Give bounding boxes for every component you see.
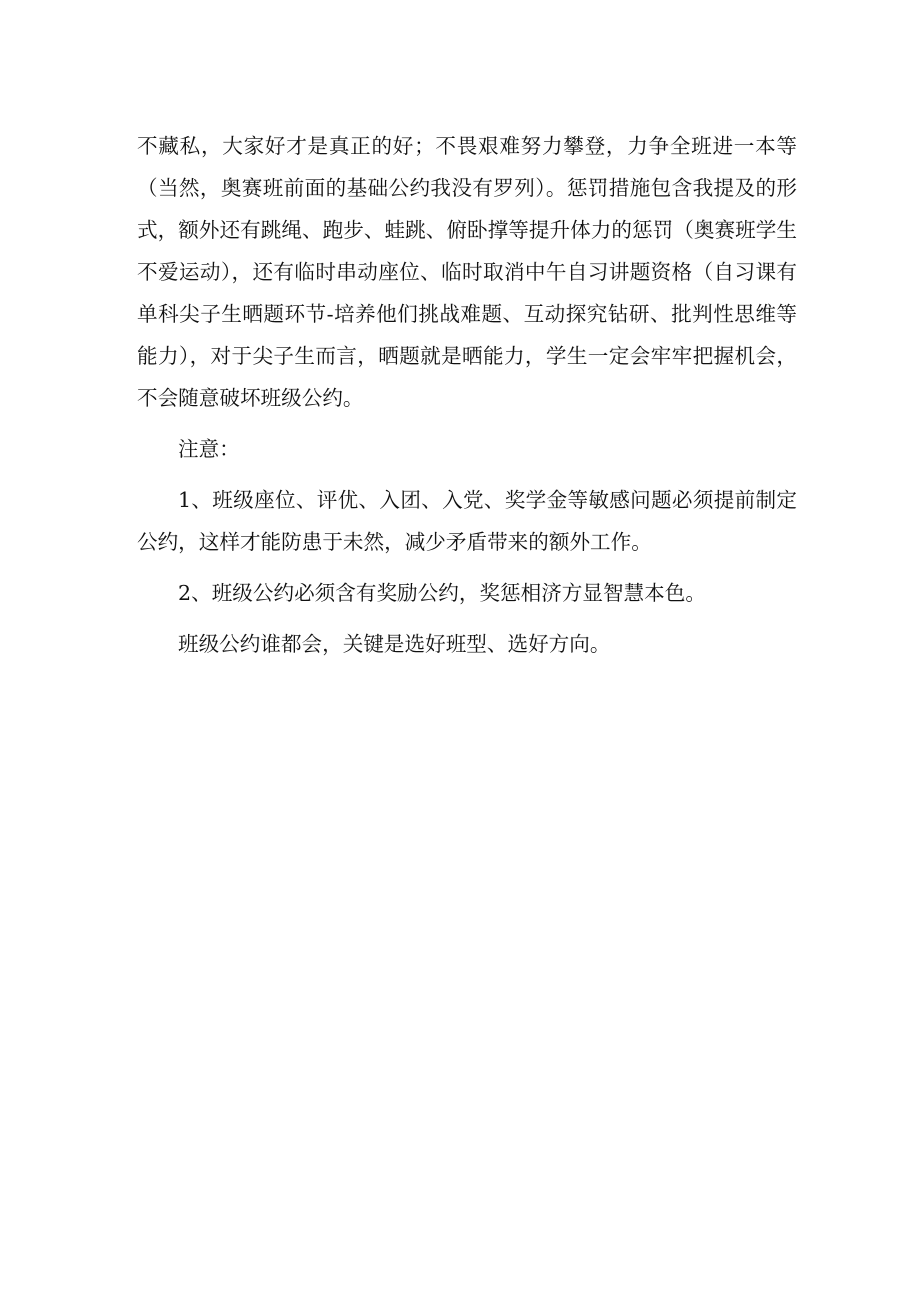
note-item-2: 2、班级公约必须含有奖励公约，奖惩相济方显智慧本色。: [178, 581, 706, 605]
conclusion-paragraph: 班级公约谁都会，关键是选好班型、选好方向。: [178, 632, 611, 656]
note-item-1: 1、班级座位、评优、入团、入党、奖学金等敏感问题必须提前制定公约，这样才能防患于未然，减少矛盾带来的额外工作。: [137, 488, 797, 554]
document-body: [137, 125, 797, 674]
note-heading: 注意：: [178, 437, 240, 461]
body-paragraph-continued: 不藏私，大家好才是真正的好；不畏艰难努力攀登，力争全班进一本等（当然，奥赛班前面的基础公约我没有罗列）。惩罚措施包含我提及的形式，额外还有跳绳、跑步、蛙跳、俯卧撑等提升体力的惩罚（奥赛班学生不爱运动），还有临时串动座位、临时取消中午自习讲题资格（自习课有单科尖子生晒题环节-培养他们挑战难题、互动探究钻研、批判性思维等能力），对于尖子生而言，晒题就是晒能力，学生一定会牢牢把握机会，不会随意破坏班级公约。: [137, 134, 797, 410]
